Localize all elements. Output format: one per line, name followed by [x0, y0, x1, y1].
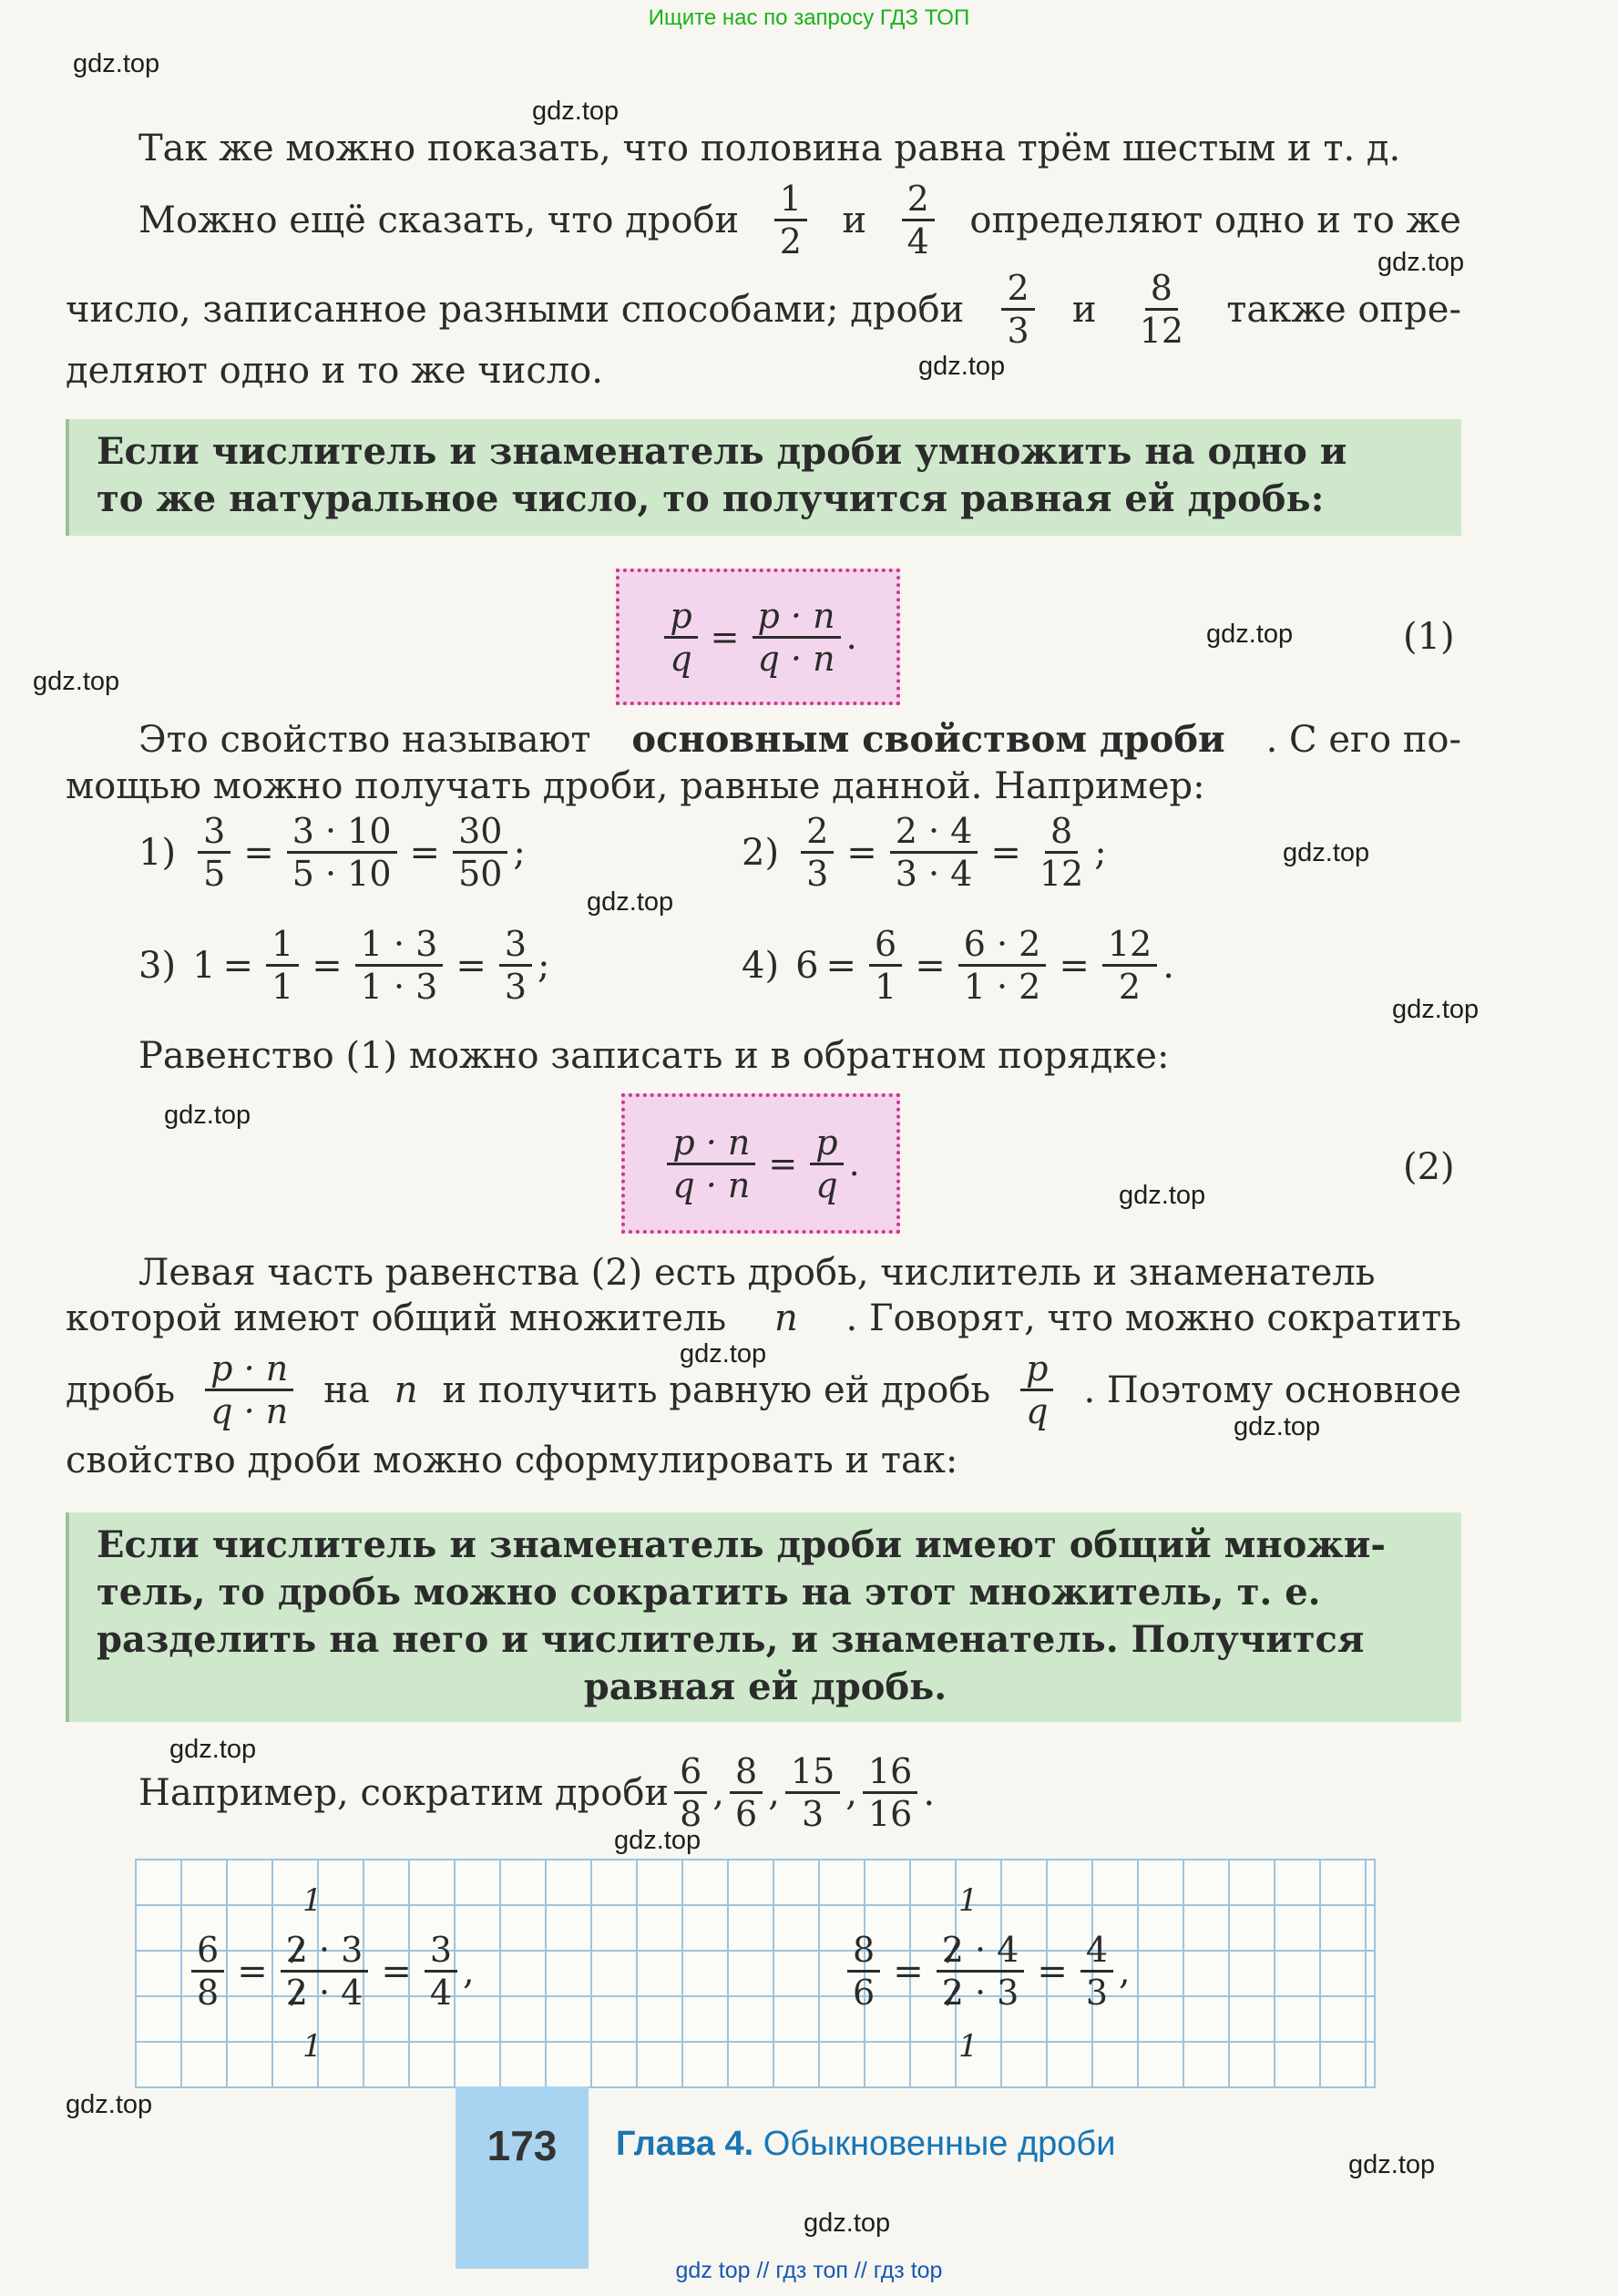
- equals-sign: =: [846, 831, 877, 874]
- text-line: Так же можно показать, что половина равна трём шестым и т. д.: [138, 128, 1401, 169]
- denominator: 1 · 2: [963, 967, 1041, 1007]
- numerator: [281, 1930, 369, 1973]
- text-fragment: которой имеют общий множитель: [66, 1297, 727, 1339]
- text-line: деляют одно и то же число.: [66, 350, 603, 392]
- grid-example-a: [186, 1930, 475, 2013]
- chapter-label: Глава 4.: [616, 2125, 754, 2163]
- rule-line: то же натуральное число, то получится равная ей дробь:: [97, 477, 1325, 520]
- denominator: 2: [1118, 967, 1142, 1007]
- denominator: 3: [1085, 1973, 1109, 2013]
- numerator: 4: [1080, 1930, 1113, 1973]
- numerator: 15: [785, 1751, 840, 1794]
- example-3: [138, 924, 550, 1007]
- equals-sign: =: [1059, 944, 1090, 987]
- numerator: 1: [266, 924, 299, 967]
- denominator: [281, 1973, 369, 2013]
- watermark: gdz.top: [918, 352, 1006, 381]
- text-line: [66, 1348, 1461, 1431]
- denominator: 4: [429, 1973, 453, 2013]
- fraction: [863, 1751, 917, 1834]
- fraction: [1034, 811, 1089, 894]
- denominator: 3: [801, 1794, 824, 1834]
- numerator: 8: [1145, 268, 1178, 311]
- fraction: [425, 1930, 457, 2013]
- denominator: 2: [779, 221, 802, 261]
- rule-line: Если числитель и знаменатель дроби имеют общий множи-: [97, 1523, 1386, 1566]
- watermark: gdz.top: [532, 97, 620, 126]
- reduce-example-line: [138, 1751, 935, 1834]
- rule-line: тель, то дробь можно сократить на этот множитель, т. е.: [97, 1571, 1321, 1614]
- text-fragment: . Поэтому основное: [1083, 1368, 1461, 1411]
- fraction: [1134, 268, 1189, 351]
- text-fragment: Например, сократим дроби: [138, 1771, 670, 1814]
- denominator: 6: [853, 1973, 876, 2013]
- fraction: [902, 179, 935, 261]
- whole-number: 6: [795, 944, 819, 987]
- denominator: 12: [1039, 854, 1084, 894]
- variable: n: [394, 1368, 418, 1411]
- numerator: 6: [869, 924, 902, 967]
- cancelled-factor: 2: [285, 1930, 308, 1970]
- example-label: 2): [742, 831, 780, 874]
- text-line: [66, 1297, 1461, 1339]
- text-fragment: и: [1071, 288, 1097, 331]
- numerator: 3: [499, 924, 532, 967]
- semicolon: ;: [513, 831, 526, 874]
- fraction: [287, 811, 397, 894]
- watermark: gdz.top: [169, 1735, 257, 1764]
- numerator: 16: [863, 1751, 917, 1794]
- text-line: мощью можно получать дроби, равные данной. Например:: [66, 765, 1205, 807]
- grid-example-b: [842, 1930, 1131, 2013]
- cancelled-factor: 2: [285, 1973, 308, 2013]
- whole-number: 1: [192, 944, 216, 987]
- numerator: 1: [774, 179, 807, 221]
- denominator: q: [670, 638, 692, 679]
- text-fragment: на: [323, 1368, 370, 1411]
- cancel-result-bottom: 1: [958, 2028, 978, 2065]
- numerator: p · n: [667, 1122, 755, 1165]
- denominator: q: [1026, 1391, 1049, 1431]
- denominator: 3 · 4: [895, 854, 973, 894]
- text-fragment: Это свойство называют: [138, 718, 591, 761]
- fraction: [198, 811, 230, 894]
- numerator: 3 · 10: [287, 811, 397, 854]
- cancel-result-top: 1: [958, 1882, 978, 1919]
- page-number: 173: [456, 2086, 589, 2269]
- fraction: [869, 924, 902, 1007]
- denominator: q: [815, 1164, 838, 1205]
- comma: ,: [463, 1950, 475, 1993]
- watermark: gdz.top: [804, 2209, 891, 2238]
- denominator: 5 · 10: [292, 854, 392, 894]
- text-fragment: и: [842, 199, 867, 241]
- bottom-links[interactable]: gdz top // гдз топ // гдз top: [675, 2258, 943, 2283]
- watermark: gdz.top: [33, 667, 120, 696]
- equals-sign: =: [456, 944, 486, 987]
- example-4: [742, 924, 1174, 1007]
- period: .: [1162, 944, 1174, 987]
- watermark: gdz.top: [1348, 2150, 1436, 2179]
- remaining-factor: · 3: [318, 1930, 364, 1970]
- fraction: [810, 1122, 843, 1205]
- top-banner: Ищите нас по запросу ГДЗ ТОП: [648, 5, 970, 30]
- watermark: gdz.top: [1283, 838, 1370, 867]
- equation-number: (1): [1403, 616, 1455, 658]
- equals-sign: =: [893, 1950, 924, 1993]
- fraction: [667, 1122, 755, 1205]
- fraction: [1080, 1930, 1113, 2013]
- text-line: свойство дроби можно сформулировать и так:: [66, 1440, 958, 1481]
- fraction: [785, 1751, 840, 1834]
- fraction: [499, 924, 532, 1007]
- numerator: 2 · 4: [890, 811, 978, 854]
- numerator: 2: [1001, 268, 1034, 311]
- comma: ,: [712, 1771, 724, 1814]
- denominator: q · n: [757, 638, 835, 679]
- comma: ,: [845, 1771, 857, 1814]
- example-label: 1): [138, 831, 177, 874]
- numerator: 6: [674, 1751, 707, 1794]
- text-line: [66, 268, 1461, 351]
- numerator: 3: [425, 1930, 457, 1973]
- fraction: [753, 596, 841, 679]
- example-1: [138, 811, 526, 894]
- watermark: gdz.top: [614, 1826, 701, 1855]
- equals-sign: =: [825, 944, 857, 987]
- period: .: [845, 617, 857, 657]
- semicolon: ;: [538, 944, 550, 987]
- fraction: [281, 1930, 369, 2013]
- remaining-factor: · 4: [974, 1930, 1019, 1970]
- fraction: [674, 1751, 707, 1834]
- equals-sign: =: [768, 1143, 798, 1184]
- equals-sign: =: [710, 617, 740, 657]
- watermark: gdz.top: [1234, 1412, 1321, 1441]
- equals-sign: =: [312, 944, 343, 987]
- example-label: 4): [742, 944, 780, 987]
- denominator: 8: [680, 1794, 702, 1834]
- rule-line: Если числитель и знаменатель дроби умножить на одно и: [97, 430, 1347, 473]
- cancelled-factor: 2: [941, 1930, 964, 1970]
- period: .: [923, 1771, 936, 1814]
- fraction: [730, 1751, 763, 1834]
- rule-box: [66, 419, 1461, 536]
- denominator: 50: [458, 854, 503, 894]
- fraction: [664, 596, 697, 679]
- text-line: Равенство (1) можно записать и в обратном порядке:: [138, 1035, 1170, 1077]
- denominator: 1 · 3: [360, 967, 438, 1007]
- example-label: 3): [138, 944, 177, 987]
- equals-sign: =: [381, 1950, 412, 1993]
- fraction: [958, 924, 1047, 1007]
- numerator: 2: [801, 811, 834, 854]
- fraction: [890, 811, 978, 894]
- numerator: p · n: [753, 596, 841, 639]
- period: .: [848, 1143, 860, 1184]
- text-fragment: определяют одно и то же: [969, 199, 1461, 241]
- numerator: 3: [198, 811, 230, 854]
- equals-sign: =: [222, 944, 254, 987]
- equals-sign: =: [990, 831, 1021, 874]
- rule-line: разделить на него и числитель, и знаменатель. Получится: [97, 1618, 1365, 1661]
- denominator: [937, 1973, 1025, 2013]
- fraction: [453, 811, 507, 894]
- equation-number: (2): [1403, 1146, 1455, 1188]
- variable: n: [773, 1297, 798, 1339]
- numerator: 8: [1045, 811, 1078, 854]
- fraction: [205, 1348, 293, 1431]
- numerator: 1 · 3: [355, 924, 444, 967]
- watermark: gdz.top: [680, 1339, 767, 1368]
- numerator: 2: [902, 179, 935, 221]
- denominator: 16: [867, 1794, 913, 1834]
- denominator: q · n: [210, 1391, 289, 1431]
- fraction: [774, 179, 807, 261]
- watermark: gdz.top: [587, 887, 674, 917]
- denominator: q · n: [672, 1164, 751, 1205]
- fraction: [355, 924, 444, 1007]
- denominator: 12: [1139, 311, 1184, 351]
- fraction: [801, 811, 834, 894]
- fraction: [266, 924, 299, 1007]
- numerator: p: [1020, 1348, 1053, 1391]
- fraction: [1020, 1348, 1053, 1431]
- watermark: gdz.top: [1377, 248, 1465, 277]
- text-fragment: дробь: [66, 1368, 176, 1411]
- cancel-result-bottom: 1: [302, 2028, 323, 2065]
- denominator: 3: [806, 854, 829, 894]
- comma: ,: [1119, 1950, 1131, 1993]
- denominator: 5: [203, 854, 226, 894]
- text-line: Левая часть равенства (2) есть дробь, числитель и знаменатель: [138, 1252, 1376, 1294]
- numerator: 30: [453, 811, 507, 854]
- remaining-factor: · 4: [318, 1973, 364, 2013]
- numerator: p: [810, 1122, 843, 1165]
- watermark: gdz.top: [66, 2090, 153, 2119]
- rule-line: равная ей дробь.: [583, 1666, 947, 1708]
- denominator: 3: [504, 967, 527, 1007]
- chapter-title: [616, 2125, 1115, 2164]
- numerator: 8: [847, 1930, 880, 1973]
- numerator: 6 · 2: [958, 924, 1047, 967]
- text-fragment: число, записанное разными способами; дроби: [66, 288, 965, 331]
- cancelled-factor: 2: [941, 1973, 964, 2013]
- denominator: 4: [906, 221, 929, 261]
- numerator: 8: [730, 1751, 763, 1794]
- formula-box: [621, 1093, 900, 1234]
- equals-sign: =: [243, 831, 274, 874]
- remaining-factor: · 3: [974, 1973, 1019, 2013]
- chapter-name: Обыкновенные дроби: [763, 2125, 1116, 2163]
- numerator: 12: [1102, 924, 1157, 967]
- equals-sign: =: [915, 944, 946, 987]
- text-fragment: . С его по-: [1265, 718, 1461, 761]
- text-fragment: Можно ещё сказать, что дроби: [138, 199, 740, 241]
- fraction: [937, 1930, 1025, 2013]
- denominator: 1: [271, 967, 294, 1007]
- denominator: 1: [875, 967, 897, 1007]
- watermark: gdz.top: [164, 1101, 251, 1130]
- semicolon: ;: [1094, 831, 1107, 874]
- denominator: 6: [735, 1794, 758, 1834]
- fraction: [1102, 924, 1157, 1007]
- text-fragment: . Говорят, что можно сократить: [845, 1297, 1461, 1339]
- text-line: [138, 718, 1461, 761]
- text-fragment: и получить равную ей дробь: [442, 1368, 991, 1411]
- numerator: 6: [191, 1930, 224, 1973]
- equals-sign: =: [409, 831, 441, 874]
- numerator: p · n: [205, 1348, 293, 1391]
- cancel-result-top: 1: [302, 1882, 323, 1919]
- denominator: 8: [197, 1973, 220, 2013]
- example-2: [742, 811, 1107, 894]
- text-line: [138, 179, 1461, 261]
- text-fragment: также опре-: [1226, 288, 1461, 331]
- term-bold: основным свойством дроби: [631, 718, 1225, 761]
- formula-box: [616, 569, 900, 705]
- fraction: [1001, 268, 1034, 351]
- watermark: gdz.top: [1392, 995, 1480, 1024]
- comma: ,: [768, 1771, 780, 1814]
- equals-sign: =: [237, 1950, 268, 1993]
- rule-box: [66, 1512, 1461, 1722]
- fraction: [847, 1930, 880, 2013]
- watermark: gdz.top: [1206, 620, 1294, 649]
- denominator: 3: [1007, 311, 1029, 351]
- numerator: p: [664, 596, 697, 639]
- watermark: gdz.top: [1119, 1181, 1206, 1210]
- watermark: gdz.top: [73, 49, 160, 78]
- fraction: [191, 1930, 224, 2013]
- equals-sign: =: [1037, 1950, 1068, 1993]
- numerator: [937, 1930, 1025, 1973]
